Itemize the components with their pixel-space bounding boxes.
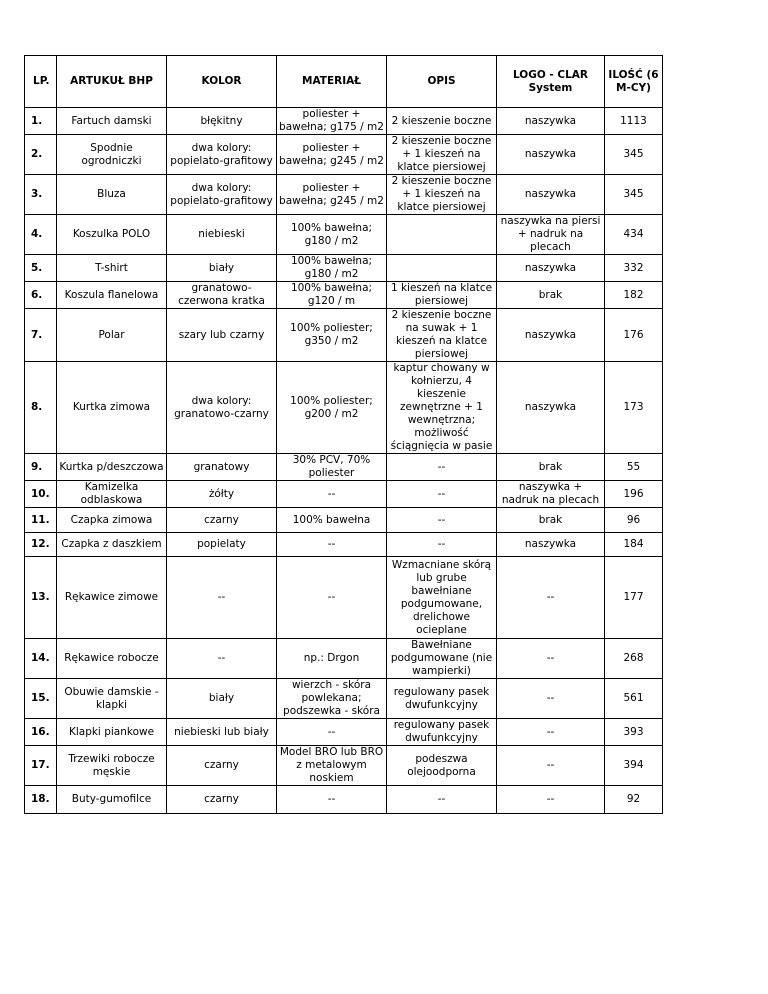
cell-ilosc: 345: [605, 175, 663, 215]
header-artykul: ARTUKUŁ BHP: [57, 56, 167, 108]
cell-material: poliester + bawełna; g175 / m2: [277, 108, 387, 135]
cell-kolor: niebieski lub biały: [167, 719, 277, 746]
cell-logo: naszywka: [497, 255, 605, 282]
cell-material: 30% PCV, 70% poliester: [277, 454, 387, 481]
cell-opis: 2 kieszenie boczne na suwak + 1 kieszeń na klatce piersiowej: [387, 309, 497, 362]
cell-lp: 16.: [25, 719, 57, 746]
table-row: [25, 639, 663, 679]
table-row: [25, 175, 663, 215]
cell-opis: podeszwa olejoodporna: [387, 746, 497, 786]
header-logo: LOGO - CLAR System: [497, 56, 605, 108]
cell-kolor: --: [167, 639, 277, 679]
cell-material: 100% bawełna: [277, 508, 387, 533]
cell-artykul: Kamizelka odblaskowa: [57, 481, 167, 508]
cell-lp: 6.: [25, 282, 57, 309]
cell-artykul: Trzewiki robocze męskie: [57, 746, 167, 786]
cell-material: 100% poliester; g200 / m2: [277, 362, 387, 454]
cell-opis: 2 kieszenie boczne + 1 kieszeń na klatce piersiowej: [387, 135, 497, 175]
cell-artykul: Rękawice zimowe: [57, 557, 167, 639]
cell-opis: --: [387, 533, 497, 557]
cell-lp: 2.: [25, 135, 57, 175]
cell-lp: 4.: [25, 215, 57, 255]
cell-artykul: Klapki piankowe: [57, 719, 167, 746]
cell-lp: 12.: [25, 533, 57, 557]
header-ilosc: ILOŚĆ (6 M-CY): [605, 56, 663, 108]
cell-logo: --: [497, 639, 605, 679]
cell-logo: --: [497, 746, 605, 786]
cell-logo: naszywka: [497, 362, 605, 454]
cell-opis: 1 kieszeń na klatce piersiowej: [387, 282, 497, 309]
cell-artykul: Rękawice robocze: [57, 639, 167, 679]
cell-artykul: Kurtka zimowa: [57, 362, 167, 454]
cell-logo: --: [497, 786, 605, 814]
cell-opis: [387, 255, 497, 282]
cell-logo: naszywka: [497, 175, 605, 215]
table-row: [25, 362, 663, 454]
cell-artykul: Czapka z daszkiem: [57, 533, 167, 557]
cell-kolor: biały: [167, 679, 277, 719]
cell-ilosc: 177: [605, 557, 663, 639]
cell-material: 100% bawełna; g180 / m2: [277, 255, 387, 282]
table-row: [25, 786, 663, 814]
cell-ilosc: 196: [605, 481, 663, 508]
header-material: MATERIAŁ: [277, 56, 387, 108]
cell-ilosc: 176: [605, 309, 663, 362]
cell-artykul: Bluza: [57, 175, 167, 215]
cell-artykul: Spodnie ogrodniczki: [57, 135, 167, 175]
cell-opis: --: [387, 508, 497, 533]
cell-kolor: granatowo-czerwona kratka: [167, 282, 277, 309]
cell-opis: regulowany pasek dwufunkcyjny: [387, 719, 497, 746]
cell-lp: 17.: [25, 746, 57, 786]
cell-kolor: biały: [167, 255, 277, 282]
cell-material: Model BRO lub BRO z metalowym noskiem: [277, 746, 387, 786]
cell-ilosc: 561: [605, 679, 663, 719]
cell-material: poliester + bawełna; g245 / m2: [277, 175, 387, 215]
cell-kolor: szary lub czarny: [167, 309, 277, 362]
cell-opis: --: [387, 481, 497, 508]
cell-lp: 5.: [25, 255, 57, 282]
cell-kolor: czarny: [167, 746, 277, 786]
table-row: [25, 746, 663, 786]
cell-opis: [387, 215, 497, 255]
table-row: [25, 282, 663, 309]
cell-material: np.: Drgon: [277, 639, 387, 679]
cell-lp: 7.: [25, 309, 57, 362]
cell-lp: 13.: [25, 557, 57, 639]
cell-lp: 15.: [25, 679, 57, 719]
table-row: [25, 135, 663, 175]
items-table: [24, 55, 663, 814]
cell-artykul: Koszula flanelowa: [57, 282, 167, 309]
table-row: [25, 557, 663, 639]
cell-ilosc: 55: [605, 454, 663, 481]
cell-logo: --: [497, 679, 605, 719]
cell-logo: --: [497, 719, 605, 746]
cell-lp: 18.: [25, 786, 57, 814]
cell-kolor: dwa kolory: popielato-grafitowy: [167, 135, 277, 175]
cell-lp: 14.: [25, 639, 57, 679]
cell-ilosc: 96: [605, 508, 663, 533]
cell-lp: 10.: [25, 481, 57, 508]
cell-material: 100% bawełna; g180 / m2: [277, 215, 387, 255]
cell-artykul: Obuwie damskie - klapki: [57, 679, 167, 719]
cell-opis: 2 kieszenie boczne: [387, 108, 497, 135]
header-kolor: KOLOR: [167, 56, 277, 108]
cell-kolor: granatowy: [167, 454, 277, 481]
table-row: [25, 255, 663, 282]
cell-lp: 8.: [25, 362, 57, 454]
cell-ilosc: 345: [605, 135, 663, 175]
cell-artykul: Buty-gumofilce: [57, 786, 167, 814]
table-row: [25, 481, 663, 508]
cell-ilosc: 393: [605, 719, 663, 746]
cell-logo: naszywka: [497, 135, 605, 175]
cell-material: wierzch - skóra powlekana; podszewka - skóra: [277, 679, 387, 719]
cell-ilosc: 332: [605, 255, 663, 282]
cell-material: --: [277, 481, 387, 508]
cell-lp: 11.: [25, 508, 57, 533]
cell-material: --: [277, 786, 387, 814]
cell-kolor: żółty: [167, 481, 277, 508]
cell-logo: naszywka: [497, 309, 605, 362]
cell-kolor: niebieski: [167, 215, 277, 255]
cell-opis: --: [387, 786, 497, 814]
cell-lp: 3.: [25, 175, 57, 215]
cell-ilosc: 434: [605, 215, 663, 255]
cell-artykul: Koszulka POLO: [57, 215, 167, 255]
cell-ilosc: 268: [605, 639, 663, 679]
cell-artykul: Kurtka p/deszczowa: [57, 454, 167, 481]
cell-opis: --: [387, 454, 497, 481]
cell-ilosc: 182: [605, 282, 663, 309]
cell-lp: 9.: [25, 454, 57, 481]
table-body: [25, 108, 663, 814]
cell-kolor: błękitny: [167, 108, 277, 135]
cell-material: 100% poliester; g350 / m2: [277, 309, 387, 362]
cell-opis: Wzmacniane skórą lub grube bawełniane podgumowane, drelichowe ocieplane: [387, 557, 497, 639]
cell-kolor: czarny: [167, 508, 277, 533]
cell-artykul: Czapka zimowa: [57, 508, 167, 533]
cell-material: 100% bawełna; g120 / m: [277, 282, 387, 309]
cell-kolor: dwa kolory: popielato-grafitowy: [167, 175, 277, 215]
cell-opis: Bawełniane podgumowane (nie wampierki): [387, 639, 497, 679]
cell-material: --: [277, 719, 387, 746]
cell-logo: brak: [497, 282, 605, 309]
cell-artykul: Polar: [57, 309, 167, 362]
cell-ilosc: 1113: [605, 108, 663, 135]
cell-opis: kaptur chowany w kołnierzu, 4 kieszenie zewnętrzne + 1 wewnętrzna; możliwość ściągnięcia w pasie: [387, 362, 497, 454]
cell-logo: --: [497, 557, 605, 639]
cell-material: poliester + bawełna; g245 / m2: [277, 135, 387, 175]
header-row: [25, 56, 663, 108]
cell-artykul: T-shirt: [57, 255, 167, 282]
table-row: [25, 108, 663, 135]
cell-opis: regulowany pasek dwufunkcyjny: [387, 679, 497, 719]
cell-lp: 1.: [25, 108, 57, 135]
cell-logo: naszywka na piersi + nadruk na plecach: [497, 215, 605, 255]
table-row: [25, 215, 663, 255]
cell-opis: 2 kieszenie boczne + 1 kieszeń na klatce piersiowej: [387, 175, 497, 215]
cell-logo: brak: [497, 454, 605, 481]
table-row: [25, 454, 663, 481]
cell-ilosc: 394: [605, 746, 663, 786]
cell-ilosc: 173: [605, 362, 663, 454]
cell-logo: brak: [497, 508, 605, 533]
cell-kolor: czarny: [167, 786, 277, 814]
table-row: [25, 533, 663, 557]
cell-artykul: Fartuch damski: [57, 108, 167, 135]
cell-logo: naszywka: [497, 108, 605, 135]
table-row: [25, 508, 663, 533]
cell-material: --: [277, 557, 387, 639]
cell-logo: naszywka + nadruk na plecach: [497, 481, 605, 508]
cell-kolor: dwa kolory: granatowo-czarny: [167, 362, 277, 454]
header-lp: LP.: [25, 56, 57, 108]
header-opis: OPIS: [387, 56, 497, 108]
table-row: [25, 719, 663, 746]
cell-kolor: --: [167, 557, 277, 639]
cell-material: --: [277, 533, 387, 557]
cell-kolor: popielaty: [167, 533, 277, 557]
cell-ilosc: 184: [605, 533, 663, 557]
table-row: [25, 679, 663, 719]
cell-logo: naszywka: [497, 533, 605, 557]
table-row: [25, 309, 663, 362]
cell-ilosc: 92: [605, 786, 663, 814]
